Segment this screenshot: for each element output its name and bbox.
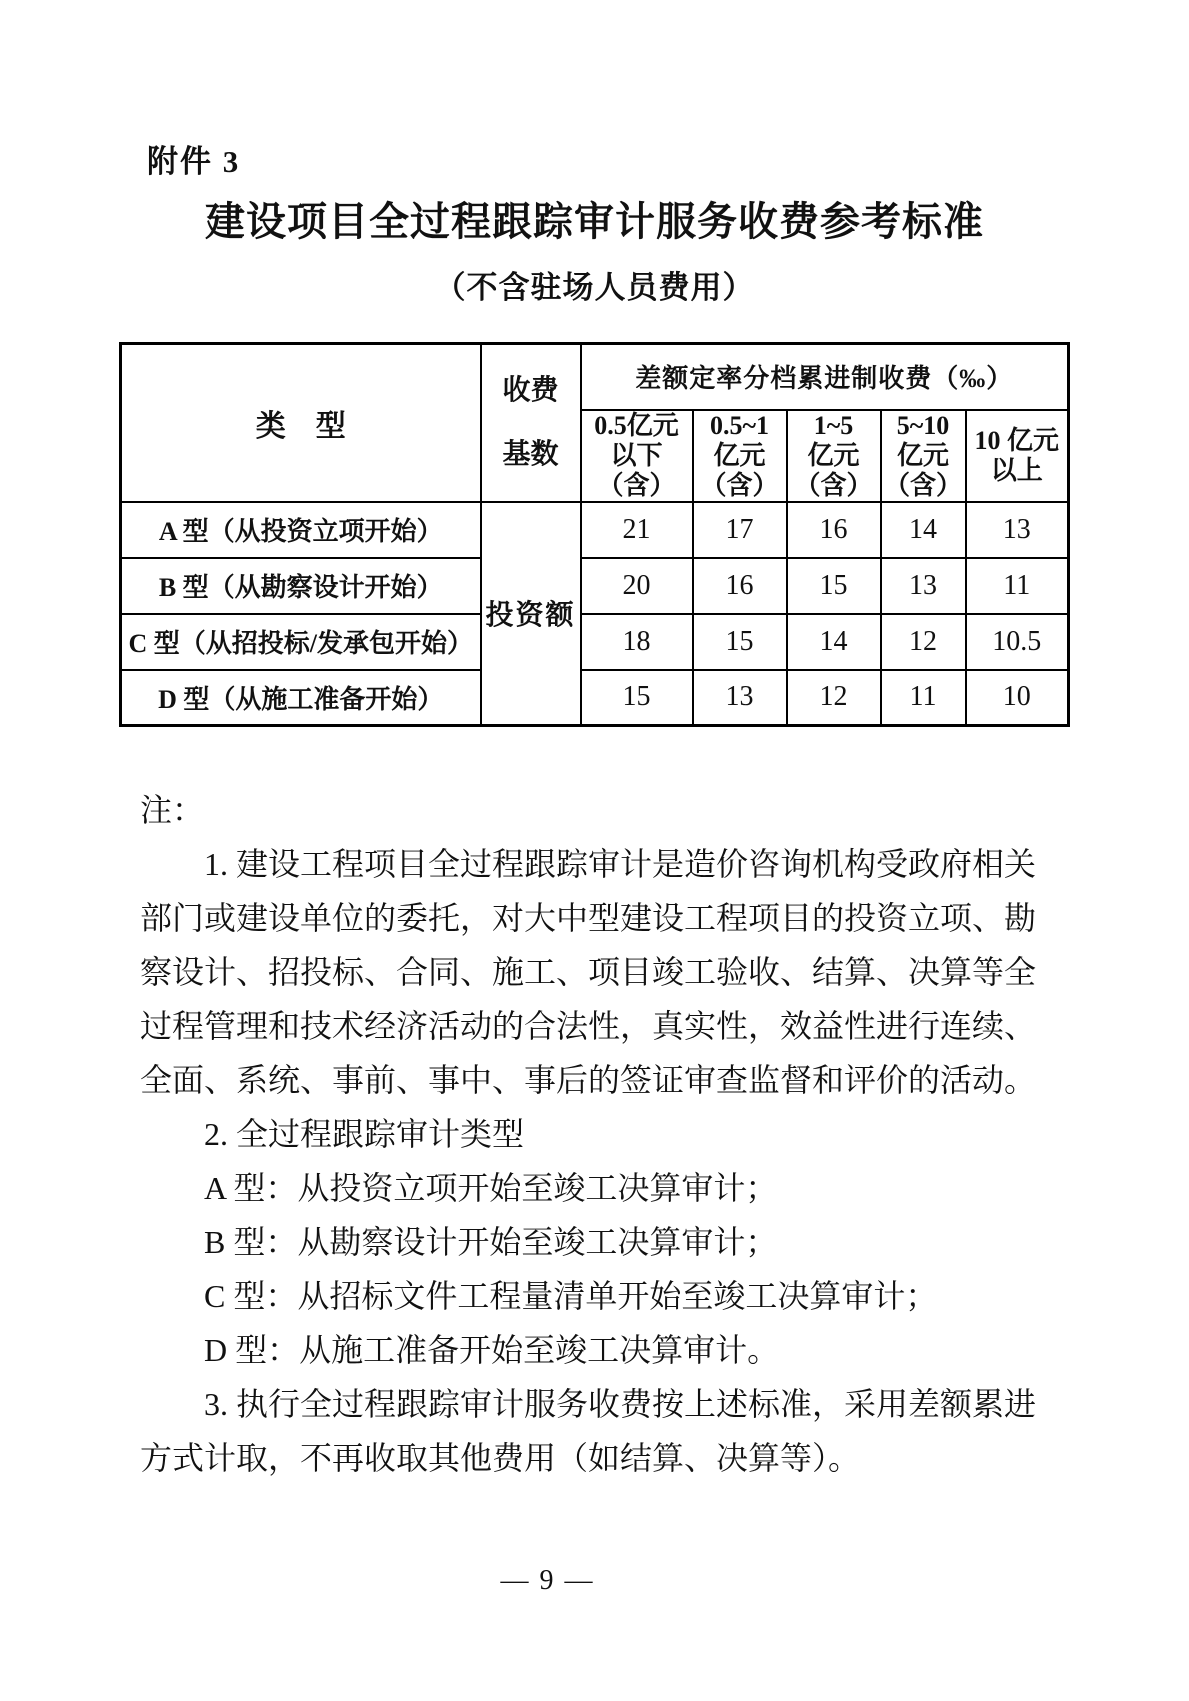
note-line-4: 过程管理和技术经济活动的合法性，真实性，效益性进行连续、 [140,1008,1037,1044]
range-header-line: 0.5亿元 [594,410,679,440]
row-label-type-a: A 型（从投资立项开始） [121,502,481,558]
range-header-line: 亿元 [713,440,766,470]
header-range-0-5-to-1 [693,410,787,502]
rate-cell: 20 [581,558,693,614]
header-range-under-0-5 [581,410,693,502]
note-line-7: A 型：从投资立项开始至竣工决算审计； [204,1170,778,1206]
range-header-line: （含） [700,470,779,500]
document-subtitle: （不含驻场人员费用） [434,270,755,305]
note-line-12: 方式计取，不再收取其他费用（如结算、决算等）。 [140,1440,861,1476]
range-header-line: 以上 [990,455,1043,485]
document-title: 建设项目全过程跟踪审计服务收费参考标准 [205,199,984,244]
range-header-line: 以下 [610,440,663,470]
range-header-line: 亿元 [807,440,860,470]
fee-base-header-line-1: 收费 [502,374,559,406]
rate-cell: 15 [693,614,787,670]
note-line-5: 全面、系统、事前、事中、事后的签证审查监督和评价的活动。 [140,1062,1037,1098]
table-header-row-group [121,344,1069,410]
header-type-cell: 类 型 [121,344,481,502]
note-line-8: B 型：从勘察设计开始至竣工决算审计； [204,1224,778,1260]
fee-table [119,342,1070,727]
note-line-1: 1. 建设工程项目全过程跟踪审计是造价咨询机构受政府相关 [204,846,1037,882]
range-header-line: 5~10 [896,410,950,440]
row-label-type-b: B 型（从勘察设计开始） [121,558,481,614]
row-label-type-c: C 型（从招投标/发承包开始） [121,614,481,670]
fee-base-header-line-2: 基数 [502,438,559,470]
header-fee-base-cell [481,344,581,502]
header-rate-group-cell: 差额定率分档累进制收费（‰） [581,344,1069,410]
attachment-label: 附件 3 [147,144,241,179]
rate-cell: 15 [581,670,693,726]
range-header-line: 1~5 [813,410,854,440]
range-header-line: （含） [597,470,676,500]
note-line-10: D 型：从施工准备开始至竣工决算审计。 [204,1332,780,1368]
range-header-line: （含） [794,470,873,500]
rate-cell: 18 [581,614,693,670]
fee-base-value-cell: 投资额 [481,502,581,726]
rate-cell: 15 [787,558,881,614]
notes-heading: 注： [140,792,205,828]
note-line-11: 3. 执行全过程跟踪审计服务收费按上述标准，采用差额累进 [204,1386,1037,1422]
note-line-3: 察设计、招投标、合同、施工、项目竣工验收、结算、决算等全 [140,954,1037,990]
range-header-line: 亿元 [896,440,949,470]
note-line-6: 2. 全过程跟踪审计类型 [204,1116,525,1152]
rate-cell: 16 [693,558,787,614]
rate-cell: 21 [581,502,693,558]
rate-cell: 14 [787,614,881,670]
rate-cell: 14 [881,502,966,558]
rate-cell: 10.5 [966,614,1069,670]
rate-cell: 13 [881,558,966,614]
range-header-line: 10 亿元 [974,425,1059,455]
header-range-over-10 [966,410,1069,502]
range-header-line: （含） [883,470,962,500]
table-row-type-b [121,558,1069,614]
table-row-type-a [121,502,1069,558]
rate-cell: 11 [881,670,966,726]
notes-section [140,783,1046,1485]
page-number: — 9 — [500,1565,595,1596]
table-row-type-d [121,670,1069,726]
note-line-2: 部门或建设单位的委托，对大中型建设工程项目的投资立项、勘 [140,900,1037,936]
rate-cell: 12 [787,670,881,726]
rate-cell: 11 [966,558,1069,614]
table-row-type-c [121,614,1069,670]
header-range-1-to-5 [787,410,881,502]
rate-cell: 13 [966,502,1069,558]
rate-cell: 10 [966,670,1069,726]
header-range-5-to-10 [881,410,966,502]
rate-cell: 12 [881,614,966,670]
row-label-type-d: D 型（从施工准备开始） [121,670,481,726]
rate-cell: 17 [693,502,787,558]
note-line-9: C 型：从招标文件工程量清单开始至竣工决算审计； [204,1278,938,1314]
range-header-line: 0.5~1 [709,410,770,440]
rate-cell: 13 [693,670,787,726]
rate-cell: 16 [787,502,881,558]
